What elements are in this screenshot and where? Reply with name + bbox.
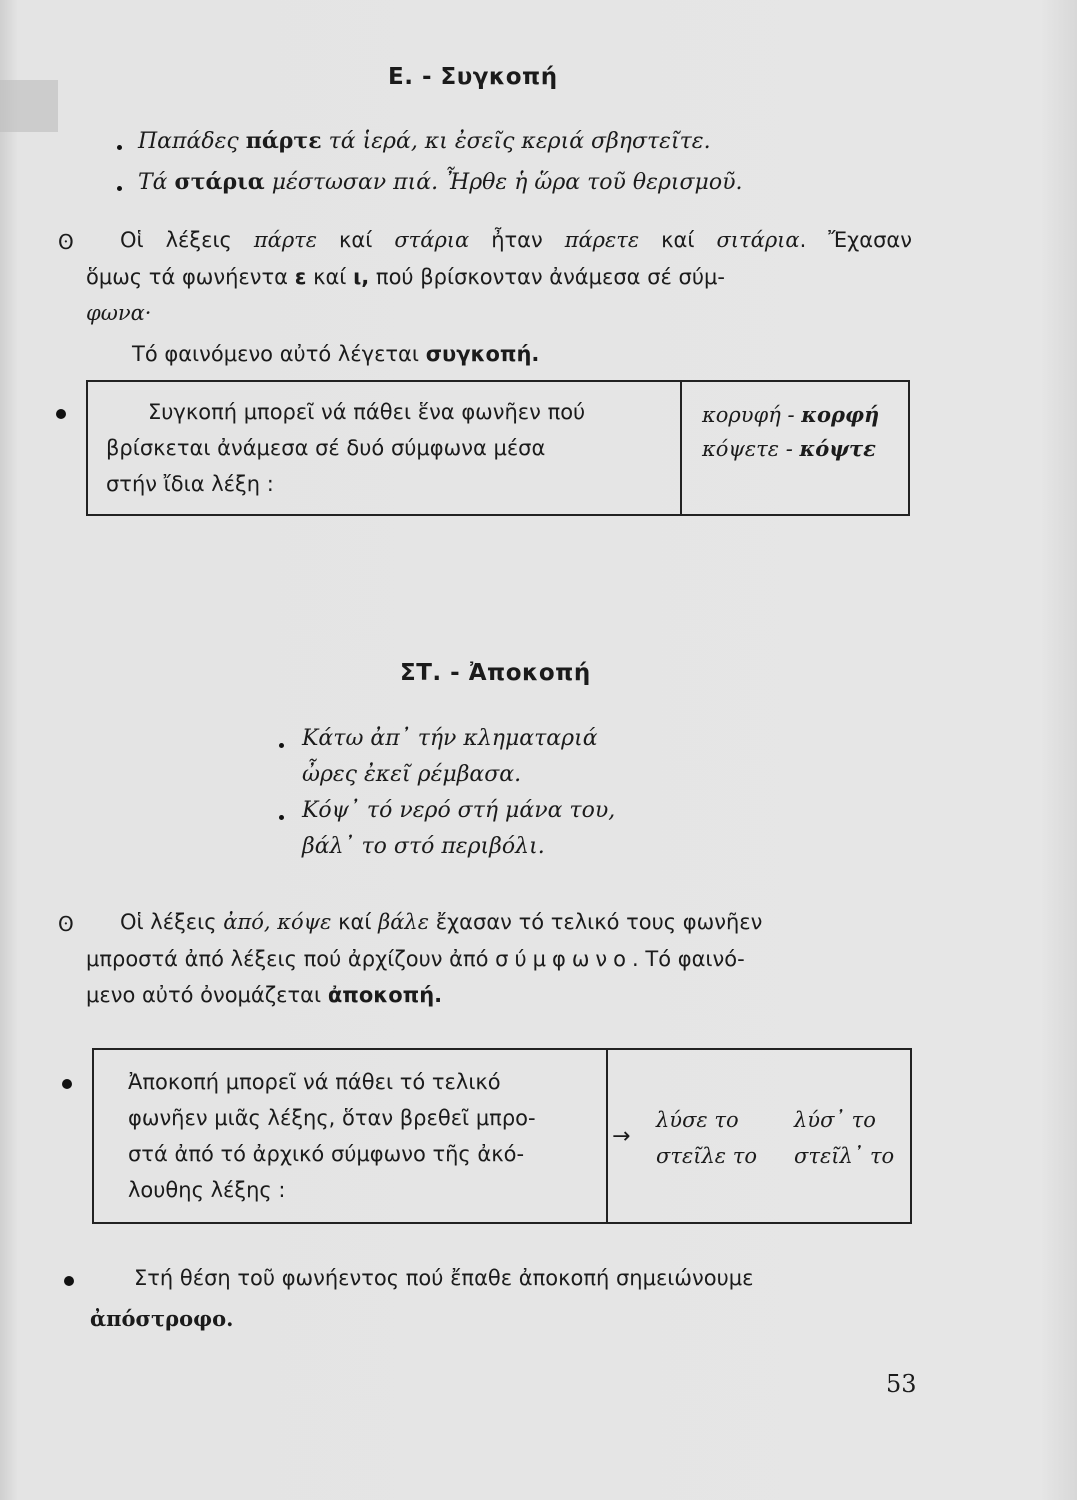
theta-icon: ʘ — [58, 912, 74, 936]
bullet-dot — [279, 743, 284, 748]
st-explanation-line-2: μπροστά ἀπό λέξεις πού ἀρχίζουν ἀπό σύμφωνο. Τό φαινό- — [86, 947, 745, 971]
poem-line-2: ὦρες ἐκεῖ ρέμβασα. — [302, 762, 522, 787]
rule-line-2: βρίσκεται ἀνάμεσα σέ δυό σύμφωνα μέσα — [106, 436, 546, 460]
bullet-dot — [117, 145, 122, 150]
poem-line-1: Κάτω ἀπ᾿ τήν κληματαριά — [302, 726, 598, 751]
page-number: 53 — [886, 1370, 917, 1398]
syncope-example-2: κόψετε - κόψτε — [702, 436, 876, 461]
bullet-dot — [64, 1276, 74, 1286]
apocope-rule-line-4: λουθης λέξης : — [128, 1178, 286, 1202]
phenomenon-line: Τό φαινόμενο αὐτό λέγεται συγκοπή. — [132, 342, 540, 366]
apostrophe-note-line-1: Στή θέση τοῦ φωνήεντος πού ἔπαθε ἀποκοπή σημειώνουμε — [134, 1266, 754, 1290]
apocope-rule-line-1: Ἀποκοπή μπορεῖ νά πάθει τό τελικό — [128, 1070, 501, 1094]
rule-box-syncope — [86, 380, 910, 516]
bullet-dot — [62, 1079, 72, 1089]
apocope-example-full-2: στεῖλε το — [656, 1144, 757, 1168]
rule-box-apocope — [92, 1048, 912, 1224]
page-edge-shadow — [0, 80, 58, 132]
explanation-line-3: φωνα· — [86, 301, 152, 325]
apocope-example-full-1: λύσε το — [656, 1108, 739, 1132]
explanation-line-1: Οἱ λέξεις πάρτε καί στάρια ἦταν πάρετε καί σιτάρια. Ἔχασαν — [120, 228, 912, 252]
rule-line-3: στήν ἴδια λέξη : — [106, 472, 274, 496]
bullet-dot — [117, 186, 122, 191]
apocope-rule-line-2: φωνῆεν μιᾶς λέξης, ὅταν βρεθεῖ μπρο- — [128, 1106, 536, 1130]
section-st-heading: ΣΤ. - Ἀποκοπή — [400, 660, 591, 686]
rule-line-1: Συγκοπή μπορεῖ νά πάθει ἕνα φωνῆεν πού — [148, 400, 586, 424]
st-explanation-line-1: Οἱ λέξεις ἀπό, κόψε καί βάλε ἔχασαν τό τελικό τους φωνῆεν — [120, 910, 763, 934]
apocope-example-short-2: στεῖλ᾿ το — [794, 1144, 895, 1168]
st-explanation-line-3: μενο αὐτό ὀνομάζεται ἀποκοπή. — [86, 983, 443, 1007]
poem-line-4: βάλ᾿ το στό περιβόλι. — [302, 834, 545, 859]
arrow-right-icon: → — [612, 1124, 631, 1149]
theta-icon: ʘ — [58, 230, 74, 254]
bullet-dot — [56, 409, 66, 419]
apocope-rule-line-3: στά ἀπό τό ἀρχικό σύμφωνο τῆς ἀκό- — [128, 1142, 525, 1166]
poem-line-3: Κόψ᾿ τό νερό στή μάνα του, — [302, 798, 616, 823]
section-e-heading: Ε. - Συγκοπή — [388, 64, 558, 90]
apocope-example-short-1: λύσ᾿ το — [794, 1108, 876, 1132]
example-line-1: Παπάδες πάρτε τά ἱερά, κι ἐσεῖς κεριά σβηστεῖτε. — [138, 128, 711, 154]
bullet-dot — [279, 815, 284, 820]
example-line-2: Τά στάρια μέστωσαν πιά. Ἦρθε ἡ ὥρα τοῦ θερισμοῦ. — [138, 169, 743, 195]
apostrophe-note-bold: ἀπόστροφο. — [90, 1306, 234, 1331]
syncope-example-1: κορυφή - κορφή — [702, 402, 880, 427]
explanation-line-2: ὅμως τά φωνήεντα ε καί ι, πού βρίσκονταν ἀνάμεσα σέ σύμ- — [86, 265, 725, 289]
